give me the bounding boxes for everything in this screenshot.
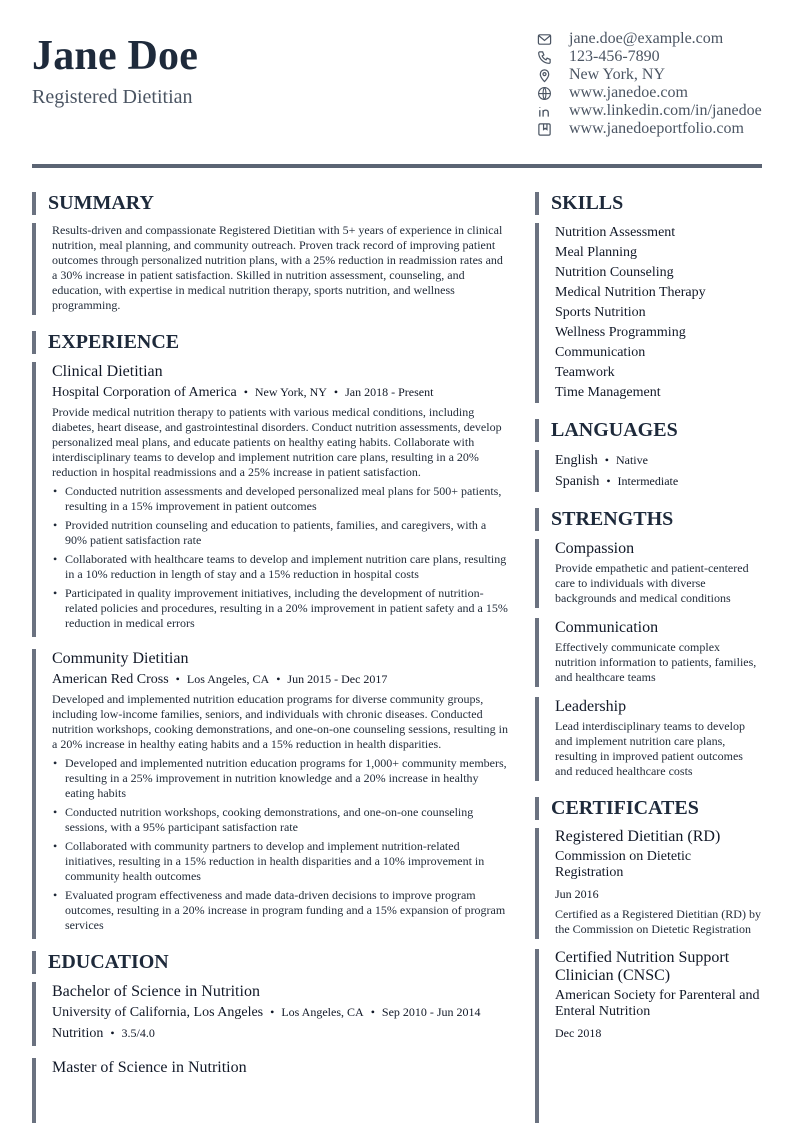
phone-icon — [536, 49, 552, 65]
sidebar-column — [535, 192, 762, 1123]
education-entry — [32, 982, 510, 1046]
skill-item: Time Management — [555, 385, 661, 400]
contact-linkedin[interactable] — [536, 102, 776, 120]
degree-title: Bachelor of Science in Nutrition — [52, 983, 260, 1000]
contact-linkedin-text: www.linkedin.com/in/janedoe — [569, 102, 762, 119]
job-location: New York, NY — [254, 385, 327, 399]
mail-icon — [536, 31, 552, 47]
skill-item: Communication — [555, 345, 646, 360]
certificates-heading: CERTIFICATES — [535, 797, 762, 820]
candidate-title: Registered Dietitian — [32, 86, 193, 108]
education-heading: EDUCATION — [32, 951, 510, 974]
job-meta: American Red Cross • Los Angeles, CA • Jun 2015 - Dec 2017 — [52, 672, 388, 687]
certificate-date: Dec 2018 — [555, 1026, 602, 1040]
language-level: Native — [615, 453, 648, 467]
job-entry — [32, 362, 510, 637]
education-field: Nutrition — [52, 1026, 104, 1041]
job-dates: Jan 2018 - Present — [345, 385, 434, 399]
summary-text: Results-driven and compassionate Registered Dietitian with 5+ years of experience in clinical nutrition, meal planning, and community outreach. Proven track record of improving patient outcomes through personalized nutrition plans, with a 25% reduction in readmission rates and a 30% increase in patient satisfaction. Skilled in nutrition assessment, counseling, and education, with expertise in medical nutrition therapy, sports nutrition, and wellness programming. — [52, 223, 503, 312]
language-item: Spanish • Intermediate — [555, 474, 679, 489]
skill-item: Sports Nutrition — [555, 305, 646, 320]
contact-email[interactable] — [536, 30, 776, 48]
language-item: English • Native — [555, 453, 648, 468]
contact-portfolio-text: www.janedoeportfolio.com — [569, 120, 744, 137]
job-title: Community Dietitian — [52, 650, 189, 667]
main-column — [32, 192, 510, 1123]
job-description: Developed and implemented nutrition education programs for diverse community groups, including low-income families, seniors, and individuals with chronic diseases. Conducted nutrition workshops, cooking demonstrations, and one-on-one counseling sessions, resulting in a 20% increase in healthy eating habits and a 15% reduction in health disparities. — [52, 692, 508, 751]
skills-list — [535, 223, 762, 403]
contact-phone-text: 123-456-7890 — [569, 48, 660, 65]
experience-heading: EXPERIENCE — [32, 331, 510, 354]
education-dates: Sep 2010 - Jun 2014 — [381, 1005, 481, 1019]
language-name: English — [555, 453, 598, 468]
job-dates: Jun 2015 - Dec 2017 — [287, 672, 388, 686]
certificate-title: Registered Dietitian (RD) — [555, 828, 721, 845]
job-bullets — [52, 756, 510, 933]
job-bullet: • Developed and implemented nutrition education programs for 1,000+ community members, resulting in a 25% improvement in nutrition knowledge and a 20% increase in healthy eating habits — [52, 756, 510, 801]
location-pin-icon — [536, 67, 552, 83]
job-bullet: • Collaborated with healthcare teams to develop and implement nutrition care plans, resulting in a 10% reduction in length of stay and a 15% reduction in hospital costs — [52, 552, 510, 582]
certificate-description: Certified as a Registered Dietitian (RD) by the Commission on Dietetic Registration — [555, 907, 761, 936]
skill-item: Nutrition Assessment — [555, 225, 676, 240]
job-location: Los Angeles, CA — [186, 672, 270, 686]
job-bullet: • Conducted nutrition workshops, cooking demonstrations, and one-on-one counseling sessions, with a 95% participant satisfaction rate — [52, 805, 510, 835]
certificate-issuer: American Society for Parenteral and Enteral Nutrition — [555, 988, 760, 1019]
languages-list — [535, 450, 762, 492]
school-location: Los Angeles, CA — [281, 1005, 364, 1019]
resume-header — [32, 30, 762, 164]
contact-website[interactable] — [536, 84, 776, 102]
contact-location-text: New York, NY — [569, 66, 666, 83]
contact-location — [536, 66, 776, 84]
contact-email-text: jane.doe@example.com — [569, 30, 724, 47]
job-title: Clinical Dietitian — [52, 363, 163, 380]
job-company: American Red Cross — [52, 672, 169, 687]
strength-description: Lead interdisciplinary teams to develop and implement nutrition care plans, resulting in improved patient outcomes and reduced healthcare costs — [555, 719, 745, 778]
languages-heading: LANGUAGES — [535, 419, 762, 442]
certificate-item — [535, 828, 762, 939]
degree-title: Master of Science in Nutrition — [52, 1059, 247, 1076]
job-bullet: • Participated in quality improvement initiatives, including the development of nutrition-related policies and procedures, resulting in a 20% improvement in patient safety and a 15% reduction in medical errors — [52, 586, 510, 631]
skill-item: Teamwork — [555, 365, 615, 380]
strength-item — [535, 618, 762, 687]
education-entry — [32, 1058, 510, 1123]
strengths-heading: STRENGTHS — [535, 508, 762, 531]
skill-item: Meal Planning — [555, 245, 638, 260]
skills-heading: SKILLS — [535, 192, 762, 215]
school-name: University of California, Los Angeles — [52, 1005, 264, 1020]
portfolio-icon — [536, 121, 552, 137]
summary-section — [32, 223, 510, 315]
education-gpa: 3.5/4.0 — [121, 1026, 155, 1040]
job-company: Hospital Corporation of America — [52, 385, 237, 400]
linkedin-icon — [536, 103, 552, 119]
education-meta: University of California, Los Angeles • Los Angeles, CA • Sep 2010 - Jun 2014 — [52, 1005, 481, 1020]
certificate-item — [535, 949, 762, 1123]
job-bullet: • Conducted nutrition assessments and developed personalized meal plans for 500+ patients, resulting in a 15% improvement in patient outcomes — [52, 484, 510, 514]
strength-description: Effectively communicate complex nutrition information to patients, families, and healthcare teams — [555, 640, 757, 684]
globe-icon — [536, 85, 552, 101]
certificate-date: Jun 2016 — [555, 887, 599, 901]
skill-item: Medical Nutrition Therapy — [555, 285, 706, 300]
strength-title: Communication — [555, 619, 659, 636]
header-divider — [32, 164, 762, 168]
job-bullet: • Evaluated program effectiveness and made data-driven decisions to improve program outcomes, resulting in a 20% increase in program funding and a 15% expansion of program services — [52, 888, 510, 933]
job-description: Provide medical nutrition therapy to patients with various medical conditions, including diabetes, heart disease, and gastrointestinal disorders. Conduct nutrition assessments, develop personalized meal plans, and educate patients on healthy eating habits. Collaborate with interdisciplinary teams to develop and implement nutrition care plans, resulting in a 20% reduction in hospital readmissions and a 25% increase in patient satisfaction. — [52, 405, 502, 479]
certificate-issuer: Commission on Dietetic Registration — [555, 849, 692, 880]
contact-phone[interactable] — [536, 48, 776, 66]
language-name: Spanish — [555, 474, 600, 489]
job-entry — [32, 649, 510, 939]
job-bullets — [52, 484, 510, 631]
job-bullet: • Provided nutrition counseling and education to patients, families, and caregivers, with a 90% patient satisfaction rate — [52, 518, 510, 548]
strength-title: Compassion — [555, 540, 635, 557]
job-meta: Hospital Corporation of America • New York, NY • Jan 2018 - Present — [52, 385, 434, 400]
certificate-title: Certified Nutrition Support Clinician (CNSC) — [555, 949, 730, 984]
language-level: Intermediate — [617, 474, 679, 488]
job-bullet: • Collaborated with community partners to develop and implement nutrition-related initiatives, resulting in a 15% reduction in health disparities and a 10% improvement in community health outcomes — [52, 839, 510, 884]
strength-description: Provide empathetic and patient-centered care to individuals with diverse backgrounds and medical conditions — [555, 561, 749, 605]
contact-website-text: www.janedoe.com — [569, 84, 688, 101]
education-field-gpa: Nutrition • 3.5/4.0 — [52, 1026, 155, 1041]
contact-portfolio[interactable] — [536, 120, 776, 138]
skill-item: Wellness Programming — [555, 325, 686, 340]
strength-item — [535, 697, 762, 781]
skill-item: Nutrition Counseling — [555, 265, 674, 280]
summary-heading: SUMMARY — [32, 192, 510, 215]
contact-list — [536, 30, 776, 138]
strength-title: Leadership — [555, 698, 627, 715]
strength-item — [535, 539, 762, 608]
candidate-name: Jane Doe — [32, 33, 199, 79]
